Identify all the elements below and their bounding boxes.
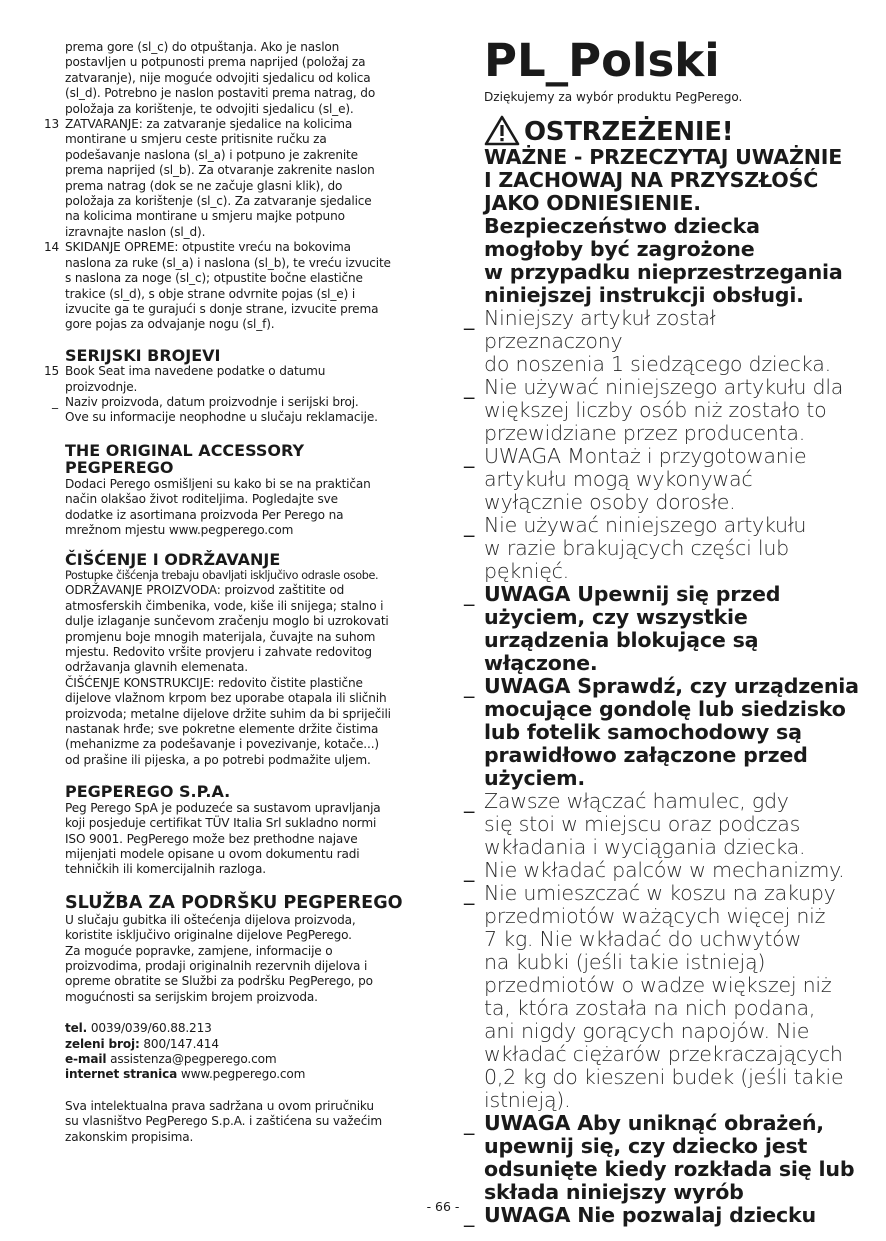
cleaning-heading: ČIŠĆENJE I ODRŽAVANJE xyxy=(65,550,281,570)
text-line: gore pojas za odvajanje nogu (sl_f). xyxy=(65,317,275,332)
text-line: s naslona za noge (sl_c); otpustite bočne elastične xyxy=(65,271,363,286)
text-line: Book Seat ima navedene podatke o datumu xyxy=(65,364,326,379)
company-heading: PEGPEREGO S.P.A. xyxy=(65,782,231,802)
dash-bullet: _ xyxy=(464,789,475,813)
text-line: montirane u smjeru ceste pritisnite ručku za xyxy=(65,132,327,147)
text-line: ČIŠĆENJE KONSTRUKCIJE: redovito čistite plastične xyxy=(65,675,363,690)
text-line: UWAGA Upewnij się przed xyxy=(484,582,781,606)
rights-paragraph xyxy=(44,1099,430,1145)
serial-dash-item xyxy=(44,395,430,426)
contact-website xyxy=(65,1067,430,1082)
right-column-polish xyxy=(464,34,860,1227)
text-line: 0,2 kg do kieszeni budek (jeśli takie xyxy=(484,1065,844,1089)
contact-block xyxy=(44,1021,430,1083)
text-line: mogućnosti sa serijskim brojem proizvoda. xyxy=(65,989,318,1004)
warning-header xyxy=(464,115,860,146)
warning-item xyxy=(464,514,860,583)
text-line: Nie używać niniejszego artykułu dla xyxy=(484,375,844,399)
intro-paragraph xyxy=(44,40,430,117)
text-line: mjestu. Redovito vršite provjeru i zahvate redovitog xyxy=(65,645,372,659)
list-item-13 xyxy=(44,117,430,240)
item-number: 13 xyxy=(44,117,60,132)
text-line: Nie wkładać palców w mechanizmy. xyxy=(484,858,845,882)
text-line: istnieją). xyxy=(484,1088,571,1112)
text-line: UWAGA Aby uniknąć obrażeń, xyxy=(484,1111,824,1135)
dash-bullet: _ xyxy=(464,582,475,606)
left-column-croatian xyxy=(44,40,430,1145)
text-line: (sl_d). Potrebno je naslon postaviti prema natrag, do xyxy=(65,86,376,101)
text-line: koristite isključivo originalne dijelove PegPerego. xyxy=(65,928,352,943)
text-line: Dodaci Perego osmišljeni su kako bi se na praktičan xyxy=(65,476,371,491)
dash-bullet: _ xyxy=(464,881,475,905)
text-line: włączone. xyxy=(484,651,598,675)
text-line: izravnajte naslon (sl_d). xyxy=(65,224,206,239)
item-number: 14 xyxy=(44,240,60,255)
contact-label: zeleni broj: xyxy=(65,1036,140,1051)
serial-numbers-heading: SERIJSKI BROJEVI xyxy=(65,345,221,365)
text-line: UWAGA Montaż i przygotowanie xyxy=(484,444,807,468)
text-line: ZATVARANJE: za zatvaranje sjedalice na kolicima xyxy=(65,117,353,132)
dash-bullet: _ xyxy=(464,674,475,698)
warning-triangle-icon xyxy=(484,115,520,146)
text-line: trakice (sl_d), s obje strane odvrnite pojas (sl_e) i xyxy=(65,286,356,301)
text-line: prema natrag (dok se ne začuje glasni klik), do xyxy=(65,178,343,193)
notice-line: Bezpieczeństwo dziecka xyxy=(484,214,760,238)
heading-line: THE ORIGINAL ACCESSORY xyxy=(65,440,305,460)
text-line: przewidziane przez producenta. xyxy=(484,421,806,445)
text-line: postavljen u potpunosti prema naprijed (položaj za xyxy=(65,55,366,70)
text-line: ta, która została na nich podana, xyxy=(484,996,816,1020)
heading-line: PEGPEREGO xyxy=(65,458,174,478)
text-line: tehničkih ili komercijalnih razloga. xyxy=(65,862,266,877)
warning-item-bold xyxy=(464,583,860,675)
text-line: prema gore (sl_c) do otpuštanja. Ako je naslon xyxy=(65,40,340,54)
text-line: mrežnom mjestu www.pegperego.com xyxy=(65,523,294,538)
dash-bullet: _ xyxy=(464,375,475,399)
text-line: podešavanje naslona (sl_a) i potpuno je zakrenite xyxy=(65,147,358,162)
dash-bullet: _ xyxy=(464,306,475,330)
text-line: atmosferskih čimbenika, vode, kiše ili snijega; stalno i xyxy=(65,598,384,613)
list-item-14 xyxy=(44,240,430,332)
page-number: - 66 - xyxy=(426,1199,460,1214)
text-line: Sva intelektualna prava sadržana u ovom priručniku xyxy=(65,1098,374,1113)
notice-line: mogłoby być zagrożone xyxy=(484,237,755,261)
list-item-15 xyxy=(44,364,430,395)
dash-bullet: _ xyxy=(464,513,475,537)
text-line: Peg Perego SpA je poduzeće sa sustavom upravljanja xyxy=(65,800,381,815)
text-line: Zawsze włączać hamulec, gdy xyxy=(484,789,789,813)
text-line: U slučaju gubitka ili oštećenja dijelova proizvoda, xyxy=(65,912,356,927)
warning-title: OSTRZEŻENIE! xyxy=(524,117,734,147)
text-line: su vlasništvo PegPerego S.p.A. i zaštićena su važećim xyxy=(65,1114,383,1129)
text-line: promjenu boje mnogih materijala, čuvajte na suhom xyxy=(65,629,376,644)
notice-line: I ZACHOWAJ NA PRZYSZŁOŚĆ xyxy=(484,168,819,192)
text-line: upewnij się, czy dziecko jest xyxy=(484,1134,808,1158)
text-line: način olakšao život roditeljima. Pogledajte sve xyxy=(65,492,338,507)
warning-item xyxy=(464,859,860,882)
dash-bullet: _ xyxy=(52,395,58,410)
text-line: ODRŽAVANJE PROIZVODA: proizvod zaštitite od xyxy=(65,583,345,598)
notice-line: JAKO ODNIESIENIE. xyxy=(484,191,701,215)
text-line: opreme obratite se Službi za podršku PegPerego, po xyxy=(65,974,373,989)
text-line: UWAGA Nie pozwalaj dziecku xyxy=(484,1203,816,1227)
text-line: wyłącznie osoby dorosłe. xyxy=(484,490,736,514)
text-line: dulje izlaganje sunčevom zračenju moglo bi uzrokovati xyxy=(65,614,389,629)
dash-bullet: _ xyxy=(464,1111,475,1135)
contact-value[interactable]: 0039/039/60.88.213 xyxy=(90,1021,212,1036)
contact-phone xyxy=(65,1021,430,1036)
text-line: w razie brakujących części lub xyxy=(484,536,789,560)
text-line: nastanak hrđe; sve pokretne elemente držite čistima xyxy=(65,722,379,737)
thank-you-text: Dziękujemy za wybór produktu PegPerego. xyxy=(484,90,743,104)
text-line: (mehanizme za podešavanje i povezivanje, kotače...) xyxy=(65,737,379,752)
important-notice xyxy=(464,146,860,307)
contact-green-number xyxy=(65,1037,430,1052)
text-line: wkładania i wyciągania dziecka. xyxy=(484,835,806,859)
language-title: PL_Polski xyxy=(484,34,720,87)
text-line: prawidłowo załączone przed xyxy=(484,743,808,767)
text-line: 7 kg. Nie wkładać do uchwytów xyxy=(484,927,802,951)
text-line: održavanja glavnih elemenata. xyxy=(65,660,248,675)
text-line: mocujące gondolę lub siedzisko xyxy=(484,697,846,721)
text-line: przedmiotów ważących więcej niż xyxy=(484,904,826,928)
text-line: ani nigdy gorących napojów. Nie xyxy=(484,1019,810,1043)
warning-item-bold xyxy=(464,1112,860,1204)
notice-line: w przypadku nieprzestrzegania xyxy=(484,260,843,284)
text-line: użyciem, czy wszystkie xyxy=(484,605,748,629)
text-line: przedmiotów o wadze większej niż xyxy=(484,973,832,997)
text-line: Nie używać niniejszego artykułu xyxy=(484,513,807,537)
warning-item xyxy=(464,882,860,1112)
text-line: proizvodnje. xyxy=(65,379,138,394)
service-paragraph xyxy=(44,913,430,1005)
text-line: odsunięte kiedy rozkłada się lub xyxy=(484,1157,855,1181)
notice-line: WAŻNE - PRZECZYTAJ UWAŻNIE xyxy=(484,145,843,169)
text-line: Nie umieszczać w koszu na zakupy xyxy=(484,881,836,905)
accessory-paragraph xyxy=(44,477,430,539)
text-line: artykułu mogą wykonywać xyxy=(484,467,753,491)
text-line: prema naprijed (sl_b). Za otvaranje zakrenite naslon xyxy=(65,163,375,178)
contact-email xyxy=(65,1052,430,1067)
text-line: ISO 9001. PegPerego može bez prethodne najave xyxy=(65,831,358,846)
text-line: urządzenia blokujące są xyxy=(484,628,759,652)
text-line: naslona za ruke (sl_a) i naslona (sl_b), te vreću izvucite xyxy=(65,255,391,270)
accessory-heading xyxy=(44,442,430,477)
text-line: na kolicima montirane u smjeru majke potpuno xyxy=(65,209,345,224)
notice-line: niniejszej instrukcji obsługi. xyxy=(484,283,804,307)
item-number: 15 xyxy=(44,364,60,379)
warning-item xyxy=(464,445,860,514)
text-line: wkładać ciężarów przekraczających xyxy=(484,1042,843,1066)
dash-bullet: _ xyxy=(464,858,475,882)
text-line: na kubki (jeśli takie istnieją) xyxy=(484,950,766,974)
cleaning-paragraph xyxy=(44,569,430,768)
warning-item xyxy=(464,307,860,376)
text-line: pęknięć. xyxy=(484,559,569,583)
text-line: się stoi w miejscu oraz podczas xyxy=(484,812,801,836)
text-line: mijenjati modele opisane u ovom dokumentu radi xyxy=(65,846,360,861)
text-line: składa niniejszy wyrób xyxy=(484,1180,744,1204)
text-line: Za moguće popravke, zamjene, informacije o xyxy=(65,943,333,958)
text-line: Ove su informacije neophodne u slučaju reklamacije. xyxy=(65,410,378,425)
warning-item xyxy=(464,790,860,859)
text-line: dijelove vlažnom krpom bez uporabe otapala ili sličnih xyxy=(65,691,387,706)
text-line: od prašine ili pijeska, a po potrebi podmažite uljem. xyxy=(65,752,371,767)
text-line: zatvaranje), nije moguće odvojiti sjedalicu od kolica xyxy=(65,70,371,85)
contact-value[interactable]: 800/147.414 xyxy=(143,1036,219,1051)
text-line: položaja za korištenje (sl_c). Za zatvaranje sjedalice xyxy=(65,194,372,209)
contact-label: e-mail xyxy=(65,1052,107,1067)
text-line: do noszenia 1 siedzącego dziecka. xyxy=(484,352,831,376)
text-line: položaja za korištenje, te odvojiti sjedalicu (sl_e). xyxy=(65,101,354,116)
text-line: dodatke iz asortimana proizvoda Per Perego na xyxy=(65,507,344,522)
text-line: zakonskim propisima. xyxy=(65,1129,194,1144)
contact-label: tel. xyxy=(65,1021,88,1036)
contact-value[interactable]: www.pegperego.com xyxy=(180,1067,306,1082)
text-line: proizvoda; metalne dijelove držite suhim da bi spriječili xyxy=(65,706,391,721)
contact-value[interactable]: assistenza@pegperego.com xyxy=(110,1052,277,1067)
contact-label: internet stranica xyxy=(65,1067,178,1082)
text-line: koji posjeduje certifikat TÜV Italia Srl sukladno normi xyxy=(65,816,377,831)
text-line: Postupke čišćenja trebaju obavljati isključivo odrasle osobe. xyxy=(65,568,379,582)
dash-bullet: _ xyxy=(464,1203,475,1227)
text-line: Naziv proizvoda, datum proizvodnje i serijski broj. xyxy=(65,395,359,410)
text-line: większej liczby osób niż zostało to xyxy=(484,398,827,422)
text-line: lub fotelik samochodowy są xyxy=(484,720,802,744)
text-line: UWAGA Sprawdź, czy urządzenia xyxy=(484,674,859,698)
warning-item-bold xyxy=(464,675,860,790)
dash-bullet: _ xyxy=(464,444,475,468)
company-paragraph xyxy=(44,801,430,878)
text-line: użyciem. xyxy=(484,766,585,790)
service-heading: SLUŽBA ZA PODRŠKU PEGPEREGO xyxy=(65,892,403,913)
text-line: izvucite ga te gurajući s donje strane, izvucite prema xyxy=(65,301,379,316)
text-line: SKIDANJE OPREME: otpustite vreću na bokovima xyxy=(65,240,351,255)
warning-item xyxy=(464,376,860,445)
text-line: proizvodima, prodaji originalnih rezervnih dijelova i xyxy=(65,959,368,973)
text-line: Niniejszy artykuł został przeznaczony xyxy=(484,306,716,353)
